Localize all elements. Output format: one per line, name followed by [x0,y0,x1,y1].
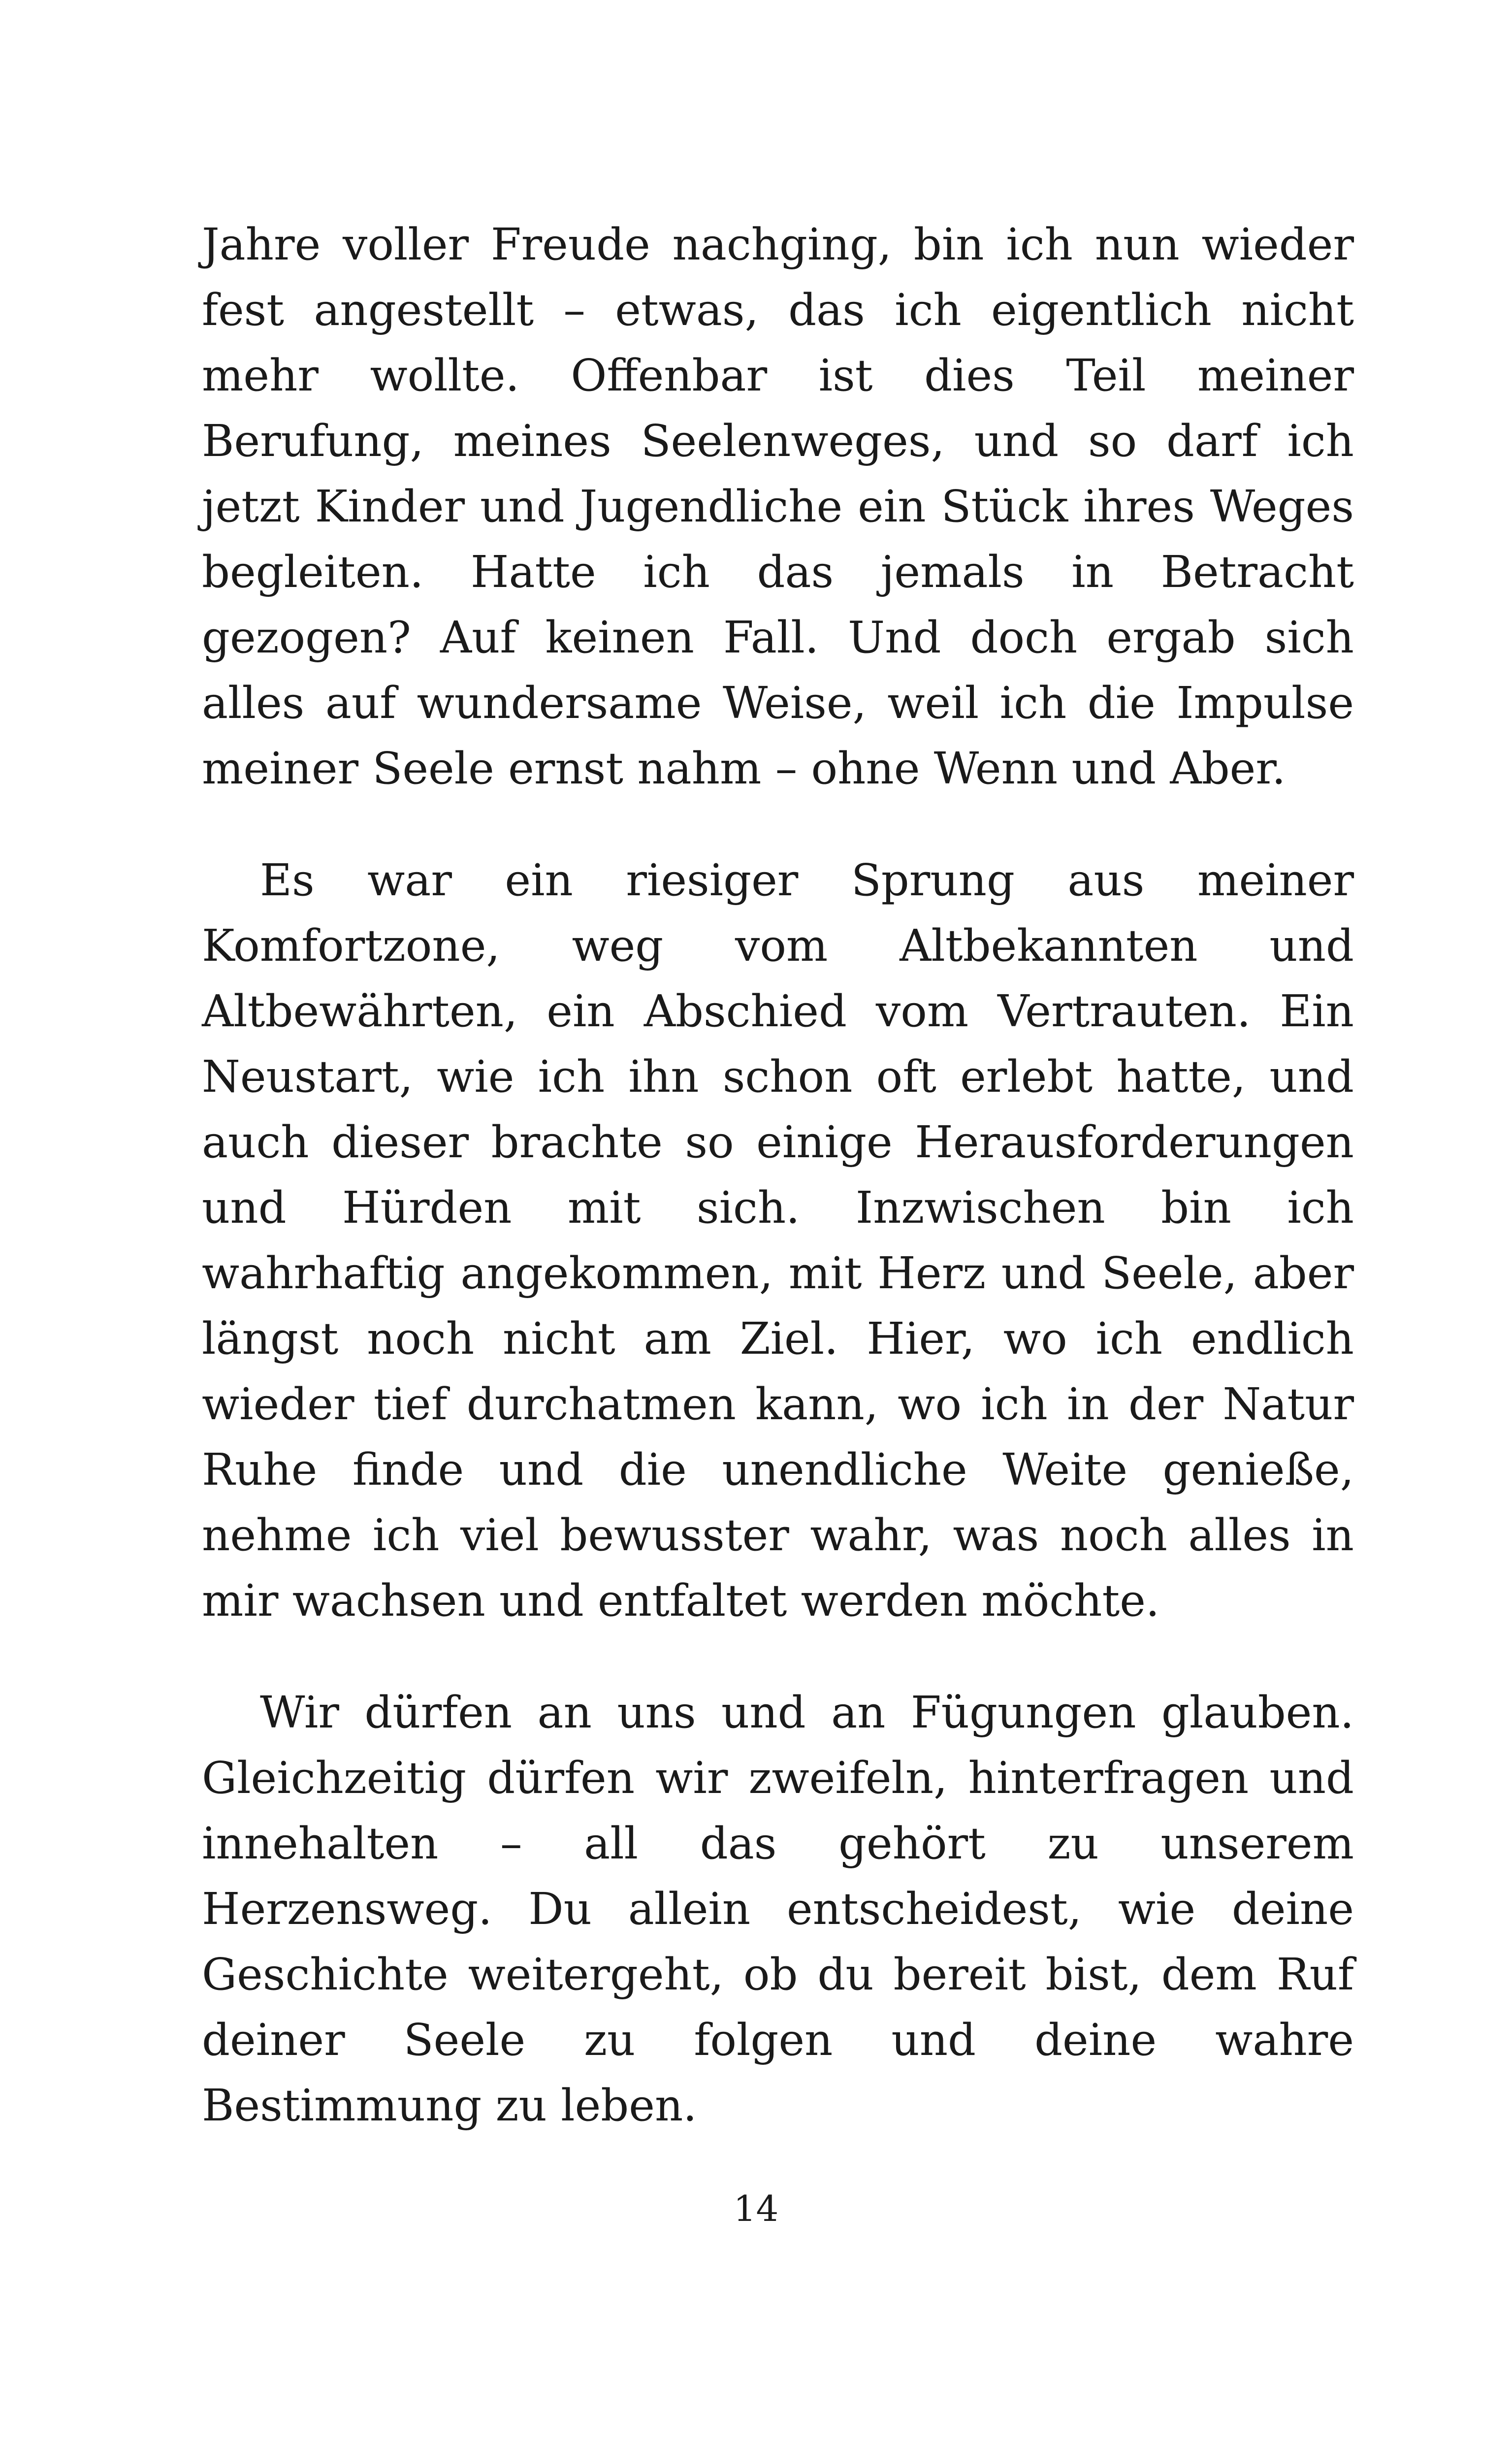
body-text [202,212,1354,2184]
paragraph-3: Wir dürfen an uns und an Fügungen glauben. Gleichzeitig dürfen wir zweifeln, hinterfragen und innehalten – all das gehört zu unserem Herzensweg. Du allein entscheidest, wie deine Geschichte weitergeht, ob du bereit bist, dem Ruf deiner Seele zu folgen und deine wahre Bestimmung zu leben. [202,1687,1354,2131]
page-number: 14 [733,2188,779,2229]
paragraph-1: Jahre voller Freude nachging, bin ich nun wieder fest angestellt – etwas, das ich eigentlich nicht mehr wollte. Offenbar ist dies Teil meiner Berufung, meines Seelenweges, und so darf ich jetzt Kinder und Jugendliche ein Stück ihres Weges begleiten. Hatte ich das jemals in Betracht gezogen? Auf keinen Fall. Und doch ergab sich alles auf wundersame Weise, weil ich die Impulse meiner Seele ernst nahm – ohne Wenn und Aber. [202,219,1354,794]
paragraph-2: Es war ein riesiger Sprung aus meiner Komfortzone, weg vom Altbekannten und Altbewährten, ein Abschied vom Vertrauten. Ein Neustart, wie ich ihn schon oft erlebt hatte, und auch dieser brachte so einige Herausforderungen und Hürden mit sich. Inzwischen bin ich wahrhaftig angekommen, mit Herz und Seele, aber längst noch nicht am Ziel. Hier, wo ich endlich wieder tief durchatmen kann, wo ich in der Natur Ruhe finde und die unendliche Weite genieße, nehme ich viel bewusster wahr, was noch alles in mir wachsen und entfaltet werden möchte. [202,854,1354,1626]
